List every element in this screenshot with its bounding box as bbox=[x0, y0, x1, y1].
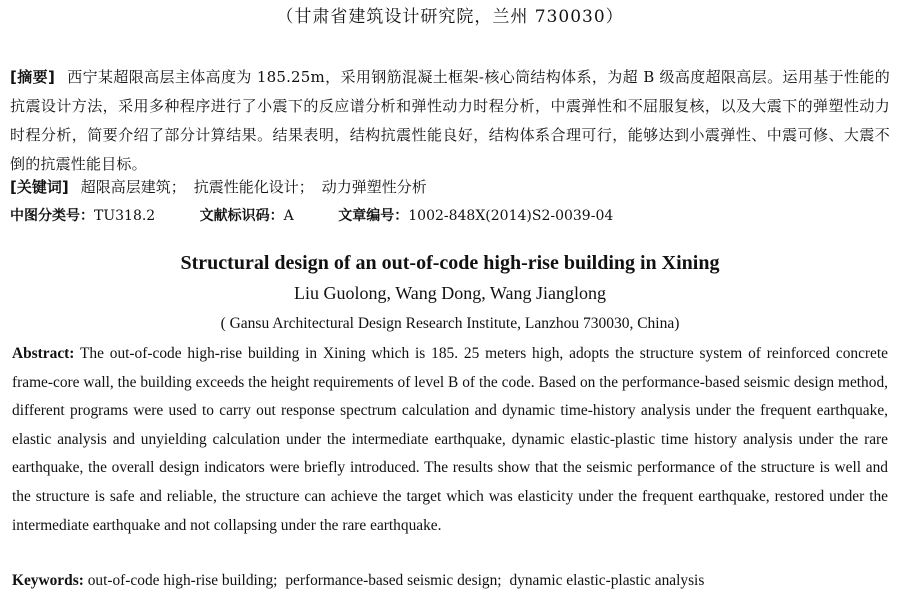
english-title: Structural design of an out-of-code high-rise building in Xining bbox=[180, 252, 720, 274]
chinese-affiliation: （甘肃省建筑设计研究院，兰州 730030） bbox=[276, 7, 624, 27]
chinese-keyword-item: 动力弹塑性分析 bbox=[321, 178, 427, 196]
english-keyword-item: performance-based seismic design; bbox=[285, 572, 502, 589]
chinese-abstract-text: 西宁某超限高层主体高度为 185.25m，采用钢筋混凝土框架-核心筒结构体系，为超 B 级高度超限高层。运用基于性能的抗震设计方法，采用多种程序进行了小震下的反应谱分析和弹性动力时程分析，中震弹性和不屈服复核，以及大震下的弹塑性动力时程分析，简要介绍了部分计算结果。结果表明，结构抗震性能良好，结构体系合理可行，能够达到小震弹性、中震可修、大震不倒的抗震性能目标。 bbox=[10, 68, 890, 173]
chinese-abstract-label: [摘要] bbox=[10, 68, 56, 86]
english-keywords bbox=[12, 572, 888, 590]
chinese-abstract bbox=[10, 63, 890, 179]
english-keywords-label: Keywords: bbox=[12, 572, 84, 589]
english-abstract bbox=[12, 340, 888, 540]
chinese-keyword-item: 抗震性能化设计； bbox=[193, 178, 314, 196]
clc-value: TU318.2 bbox=[94, 208, 156, 224]
article-metadata bbox=[10, 205, 653, 225]
english-abstract-text: The out-of-code high-rise building in Xining which is 185. 25 meters high, adopts the structure system of reinforced concrete frame-core wall, the building exceeds the height requirements of level B of the code. Based on the performance-based seismic design method, different programs were used to carry out response spectrum calculation and dynamic time-history analysis under the frequent earthquake, elastic analysis and unyielding calculation under the intermediate earthquake, dynamic elastic-plastic time history analysis under the rare earthquake, the overall design indicators were briefly introduced. The results show that the seismic performance of the structure is well and the structure is safe and reliable, the structure can achieve the target which was elasticity under the frequent earthquake, restored under the intermediate earthquake and not collapsing under the rare earthquake. bbox=[12, 345, 888, 534]
english-keyword-item: out-of-code high-rise building; bbox=[87, 572, 278, 589]
chinese-keyword-item: 超限高层建筑； bbox=[80, 178, 186, 196]
english-keyword-item: dynamic elastic-plastic analysis bbox=[509, 572, 705, 589]
clc-label: 中图分类号： bbox=[10, 208, 94, 224]
chinese-keywords-label: [关键词] bbox=[10, 178, 69, 196]
article-number-label: 文章编号： bbox=[338, 208, 409, 224]
english-affiliation: ( Gansu Architectural Design Research Institute, Lanzhou 730030, China) bbox=[220, 315, 680, 332]
article-number-value: 1002-848X(2014)S2-0039-04 bbox=[408, 208, 614, 224]
document-code-label: 文献标识码： bbox=[199, 208, 284, 224]
english-authors: Liu Guolong, Wang Dong, Wang Jianglong bbox=[294, 283, 606, 303]
english-abstract-label: Abstract: bbox=[12, 345, 75, 362]
document-code-value: A bbox=[283, 208, 294, 224]
chinese-keywords bbox=[10, 176, 890, 197]
